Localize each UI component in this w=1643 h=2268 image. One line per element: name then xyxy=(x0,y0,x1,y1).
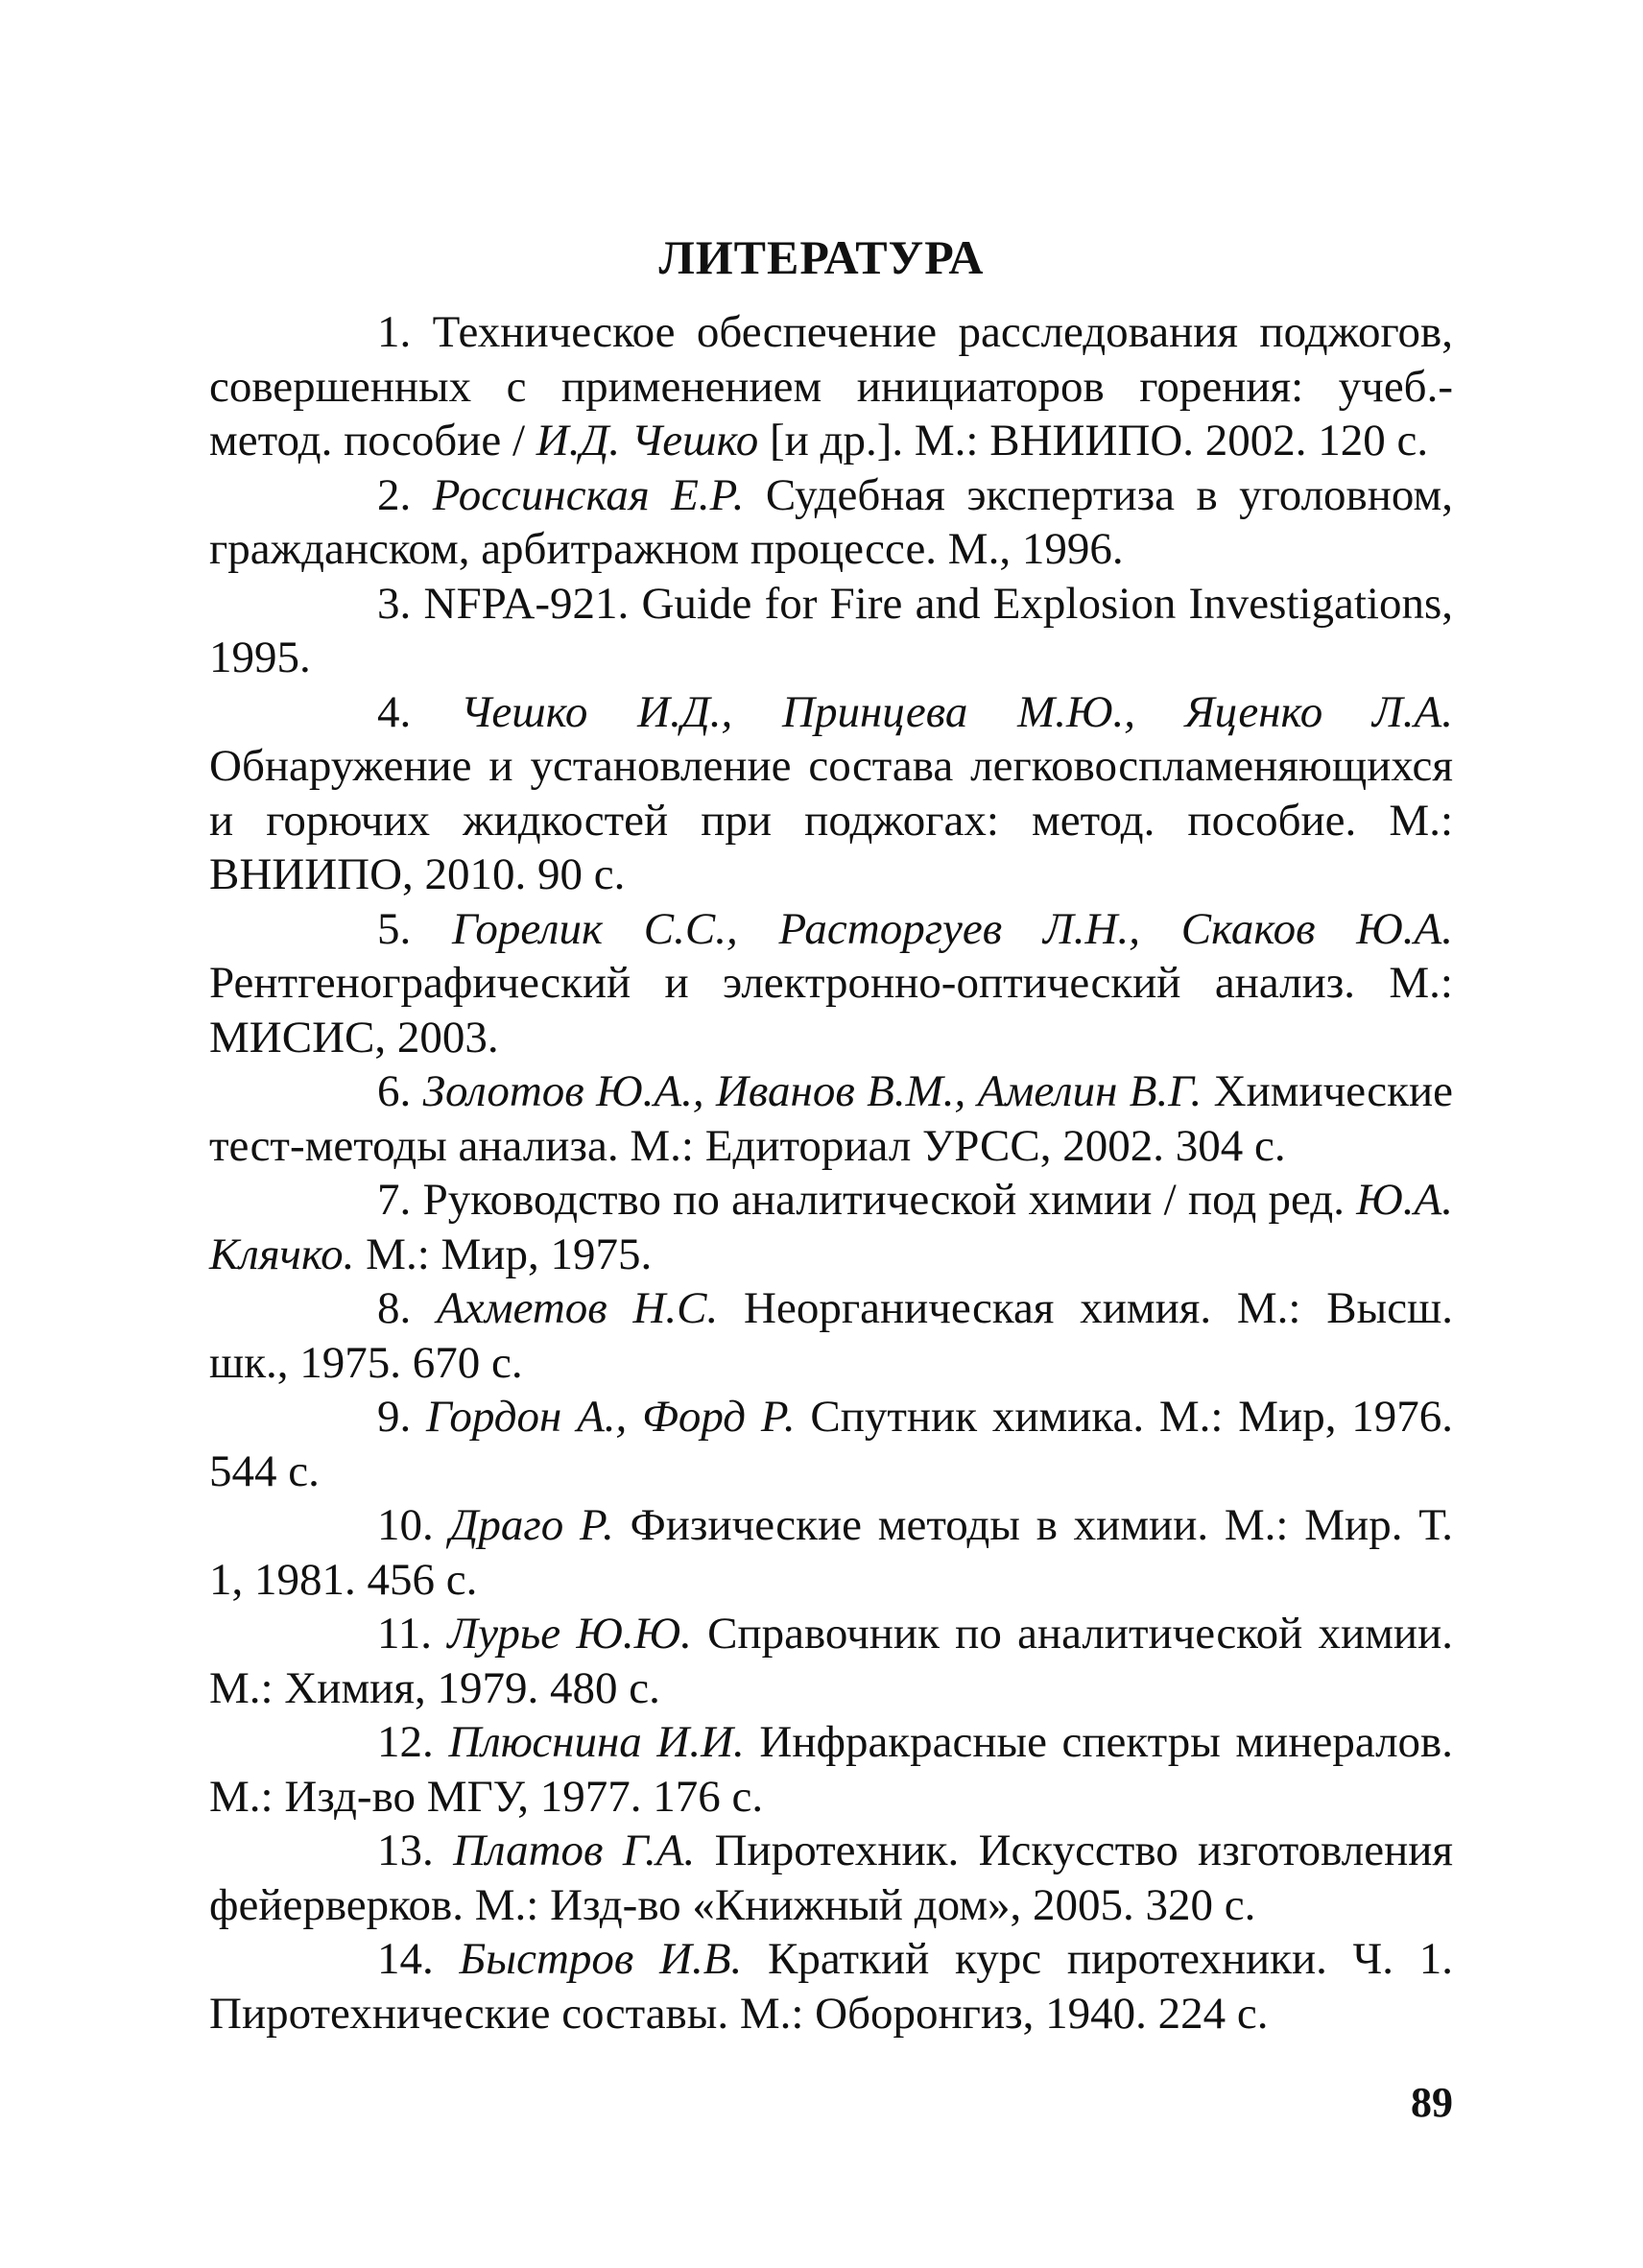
reference-item xyxy=(209,305,1453,468)
reference-details: Рентгенографический и электронно-оптический анализ. М.: МИСИС, 2003. xyxy=(209,958,1453,1062)
reference-details: [и др.]. М.: ВНИИПО. 2002. 120 с. xyxy=(758,416,1429,466)
reference-authors: Горелик С.С., Расторгуев Л.Н., Скаков Ю.А. xyxy=(452,903,1454,954)
reference-details: Инфракрасные спектры минералов. М.: Изд-во МГУ, 1977. 176 с. xyxy=(209,1717,1454,1822)
reference-item xyxy=(209,1498,1453,1607)
reference-authors: Ахметов Н.С. xyxy=(437,1283,719,1333)
reference-number: 11. xyxy=(377,1609,433,1659)
reference-item xyxy=(209,1932,1453,2041)
reference-authors: Ю.А. Клячко. xyxy=(209,1175,1453,1279)
reference-number: 6. xyxy=(377,1066,412,1116)
reference-item xyxy=(209,685,1453,902)
reference-number: 12. xyxy=(377,1717,434,1767)
reference-item xyxy=(209,1715,1453,1824)
reference-number: 2. xyxy=(377,469,412,520)
reference-number: 13. xyxy=(377,1826,434,1875)
reference-list xyxy=(209,305,1453,2041)
reference-authors: Быстров И.В. xyxy=(459,1934,743,1984)
reference-number: 5. xyxy=(377,903,412,954)
reference-details: Неорганическая химия. М.: Высш. шк., 1975. 670 с. xyxy=(209,1283,1453,1388)
reference-item xyxy=(209,468,1453,577)
reference-number: 7. xyxy=(377,1175,412,1225)
reference-authors: Драго Р. xyxy=(449,1500,614,1550)
reference-details: Судебная экспертиза в уголовном, гражданском, арбитражном процессе. М., 1996. xyxy=(209,469,1453,574)
reference-authors: И.Д. Чешко xyxy=(536,416,759,466)
reference-number: 14. xyxy=(377,1934,434,1984)
reference-item xyxy=(209,1173,1453,1281)
page-number: 89 xyxy=(1411,2079,1453,2126)
reference-details: Краткий курс пиротехники. Ч. 1. Пиротехнические составы. М.: Оборонгиз, 1940. 224 с. xyxy=(209,1934,1453,2039)
reference-item xyxy=(209,1064,1453,1173)
reference-number: 4. xyxy=(377,686,412,737)
reference-details: Химические тест-методы анализа. М.: Едиториал УРСС, 2002. 304 с. xyxy=(209,1066,1454,1171)
reference-item xyxy=(209,1281,1453,1390)
reference-details: Спутник химика. М.: Мир, 1976. 544 с. xyxy=(209,1392,1453,1496)
reference-item xyxy=(209,1390,1453,1498)
reference-text: NFPA-921. Guide for Fire and Explosion Investigations, 1995. xyxy=(209,578,1453,682)
reference-details: Справочник по аналитической химии. М.: Химия, 1979. 480 с. xyxy=(209,1609,1453,1713)
reference-authors: Золотов Ю.А., Иванов В.М., Амелин В.Г. xyxy=(422,1066,1202,1116)
reference-authors: Чешко И.Д., Принцева М.Ю., Яценко Л.А. xyxy=(461,686,1453,737)
reference-item xyxy=(209,902,1453,1065)
reference-number: 9. xyxy=(377,1392,412,1442)
reference-authors: Плюснина И.И. xyxy=(448,1717,745,1767)
reference-details: М.: Мир, 1975. xyxy=(354,1229,653,1279)
reference-text: Руководство по аналитической химии / под ред. xyxy=(422,1175,1357,1225)
reference-number: 8. xyxy=(377,1283,412,1333)
reference-number: 3. xyxy=(377,578,412,629)
reference-authors: Россинская Е.Р. xyxy=(432,469,745,520)
reference-authors: Гордон А., Форд Р. xyxy=(426,1392,796,1442)
reference-details: Обнаружение и установление состава легковоспламеняющихся и горючих жидкостей при поджогах: метод. пособие. М.: ВНИИПО, 2010. 90 с. xyxy=(209,741,1453,899)
section-heading: ЛИТЕРАТУРА xyxy=(658,230,985,284)
reference-number: 1. xyxy=(377,307,412,357)
reference-details: Физические методы в химии. М.: Мир. Т. 1, 1981. 456 с. xyxy=(209,1500,1453,1605)
reference-item xyxy=(209,1607,1453,1715)
reference-authors: Лурье Ю.Ю. xyxy=(447,1609,692,1659)
reference-item xyxy=(209,577,1453,685)
reference-authors: Платов Г.А. xyxy=(453,1826,696,1875)
reference-text: Техническое обеспечение расследования поджогов, совершенных с применением инициаторов горения: учеб.-метод. пособие / xyxy=(209,307,1453,466)
reference-item xyxy=(209,1824,1453,1932)
reference-details: Пиротехник. Искусство изготовления фейерверков. М.: Изд-во «Книжный дом», 2005. 320 с. xyxy=(209,1826,1453,1930)
reference-number: 10. xyxy=(377,1500,434,1550)
